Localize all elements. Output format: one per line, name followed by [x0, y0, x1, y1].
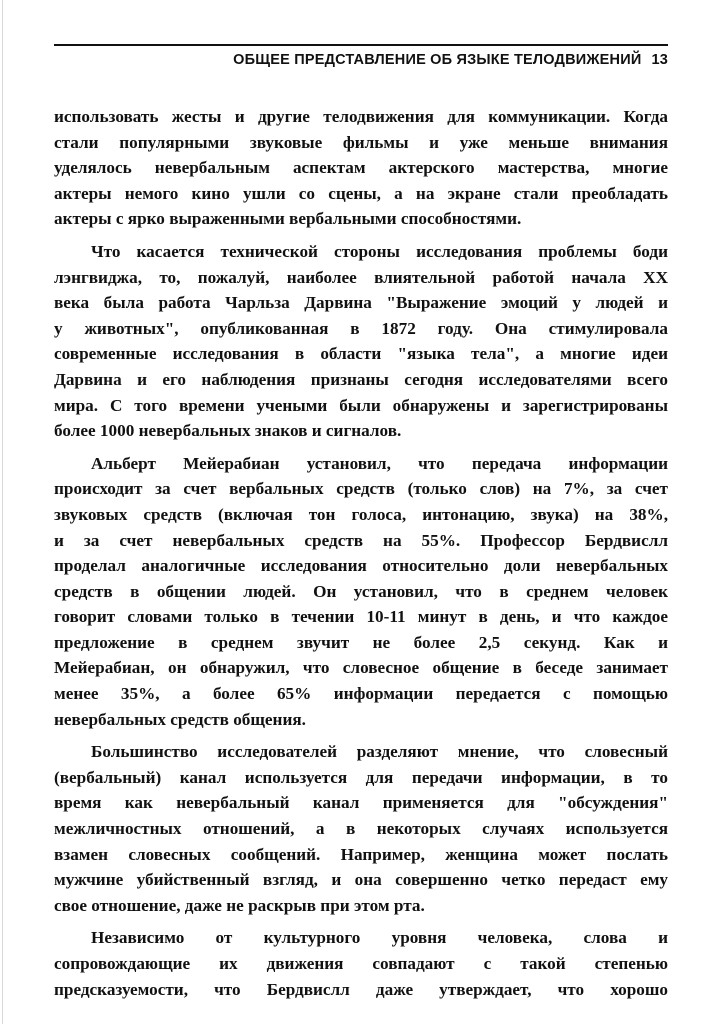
- paragraph-gap: [54, 732, 668, 739]
- text-line: происходит за счет вербальных средств (только слов) на 7%, за счет: [54, 479, 668, 499]
- paragraph-gap: [54, 444, 668, 451]
- text-line: стали популярными звуковые фильмы и уже меньше внимания: [54, 132, 668, 152]
- text-line: менее 35%, а более 65% информации передается с помощью: [54, 684, 668, 704]
- text-line: использовать жесты и другие телодвижения для коммуникации. Когда: [54, 107, 668, 126]
- text-line: мужчине убийственный взгляд, и она совершенно четко передаст ему: [54, 870, 668, 890]
- text-line: взамен словесных сообщений. Например, женщина может послать: [54, 844, 668, 864]
- text-line: мира. С того времени учеными были обнаружены и зарегистрированы: [54, 395, 668, 415]
- text-line: проделал аналогичные исследования относительно доли невербальных: [54, 556, 668, 576]
- paragraph: [54, 451, 668, 733]
- paragraph: [54, 104, 668, 232]
- text-line: невербальных средств общения.: [54, 709, 306, 729]
- paragraph-gap: [54, 918, 668, 925]
- text-line: Альберт Мейерабиан установил, что передача информации: [91, 453, 668, 473]
- running-header: [54, 52, 668, 74]
- text-line: современные исследования в области "языка тела", а многие идеи: [54, 344, 668, 364]
- text-line: Независимо от культурного уровня человека, слова и: [91, 928, 668, 948]
- text-line: у животных", опубликованная в 1872 году. Она стимулировала: [54, 318, 668, 338]
- text-line: актеры с ярко выраженными вербальными способностями.: [54, 209, 522, 229]
- text-line: века была работа Чарльза Дарвина "Выражение эмоций у людей и: [54, 293, 668, 313]
- text-line: Дарвина и его наблюдения признаны сегодня исследователями всего: [54, 369, 668, 389]
- text-line: время как невербальный канал применяется для "обсуждения": [54, 793, 668, 813]
- paragraph: [54, 239, 668, 444]
- text-line: лэнгвиджа, то, пожалуй, наиболее влиятельной работой начала XX: [54, 267, 668, 287]
- text-line: Большинство исследователей разделяют мнение, что словесный: [91, 742, 668, 762]
- text-line: уделялось невербальным аспектам актерского мастерства, многие: [54, 158, 668, 178]
- text-line: межличностных отношений, а в некоторых случаях используется: [54, 819, 668, 839]
- body-text: [54, 104, 668, 1002]
- text-line: (вербальный) канал используется для передачи информации, в то: [54, 767, 668, 787]
- paragraph: [54, 925, 668, 1002]
- running-header-title: ОБЩЕЕ ПРЕДСТАВЛЕНИЕ ОБ ЯЗЫКЕ ТЕЛОДВИЖЕНИЙ: [233, 52, 642, 68]
- header-rule: [54, 44, 668, 46]
- text-line: и за счет невербальных средств на 55%. Профессор Бердвислл: [54, 530, 668, 550]
- text-line: говорит словами только в течении 10-11 минут в день, и что каждое: [54, 607, 668, 627]
- text-line: Мейерабиан, он обнаружил, что словесное общение в беседе занимает: [54, 658, 668, 678]
- text-line: более 1000 невербальных знаков и сигналов.: [54, 421, 402, 441]
- text-line: звуковых средств (включая тон голоса, интонацию, звука) на 38%,: [54, 504, 668, 524]
- page-edge: [2, 0, 3, 1024]
- text-line: Что касается технической стороны исследования проблемы боди: [91, 241, 668, 261]
- paragraph: [54, 739, 668, 918]
- page-number: 13: [651, 52, 668, 68]
- text-line: свое отношение, даже не раскрыв при этом рта.: [54, 895, 425, 915]
- text-line: актеры немого кино ушли со сцены, а на экране стали преобладать: [54, 183, 668, 203]
- paragraph-gap: [54, 232, 668, 239]
- text-line: предсказуемости, что Бердвислл даже утверждает, что хорошо: [54, 979, 668, 999]
- text-line: средств в общении людей. Он установил, что в среднем человек: [54, 581, 668, 601]
- text-line: предложение в среднем звучит не более 2,5 секунд. Как и: [54, 632, 668, 652]
- text-line: сопровождающие их движения совпадают с такой степенью: [54, 954, 668, 973]
